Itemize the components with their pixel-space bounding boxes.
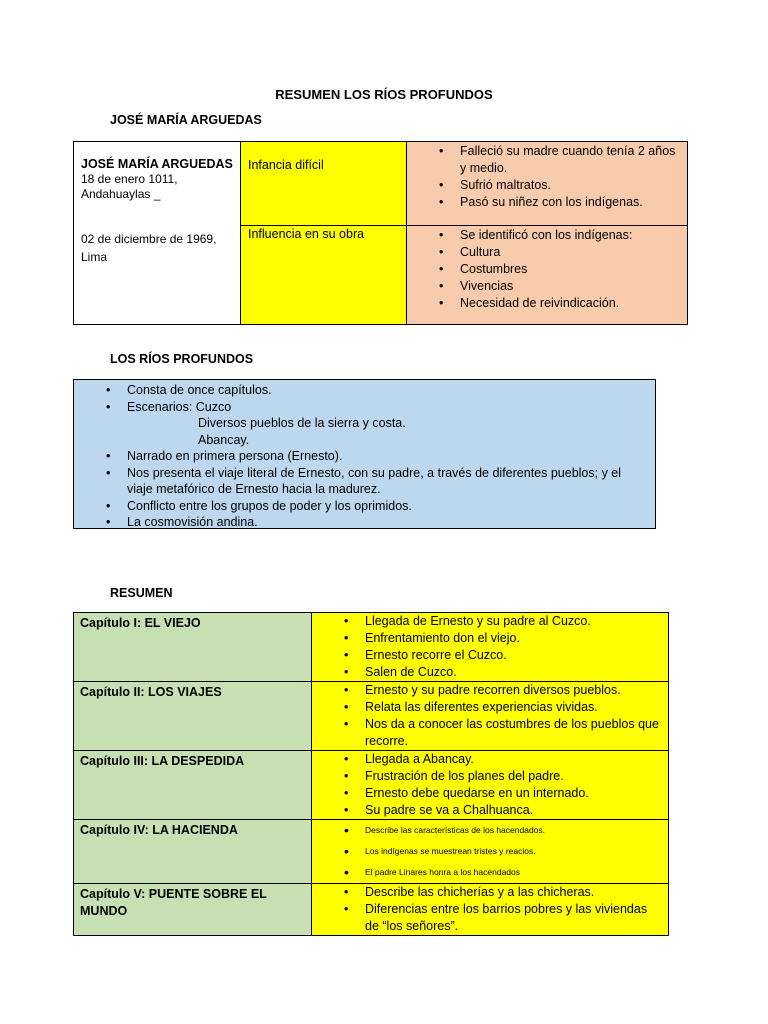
list-item: • La cosmovisión andina. <box>127 514 647 531</box>
chapter-title: Capítulo III: LA DESPEDIDA <box>74 751 312 820</box>
table-row <box>74 820 669 884</box>
novel-heading: LOS RÍOS PROFUNDOS <box>110 352 254 366</box>
death-line-1: 02 de diciembre de 1969, <box>81 232 217 246</box>
list-item: • Enfrentamiento don el viejo. <box>365 630 660 647</box>
document-title: RESUMEN LOS RÍOS PROFUNDOS <box>275 87 493 102</box>
list-item: • Nos presenta el viaje literal de Ernesto, con su padre, a través de diferentes pueblos; y el viaje metafórico de Ernesto hacia la madurez. <box>127 465 647 498</box>
list-item: • Falleció su madre cuando tenía 2 años y medio. <box>460 143 681 177</box>
novel-list <box>74 380 655 531</box>
scenarios-line-1: • Escenarios: Cuzco <box>127 399 232 414</box>
list-item: • Sufrió maltratos. <box>460 177 681 194</box>
list-item: • Ernesto y su padre recorren diversos pueblos. <box>365 682 660 699</box>
list-item: • El padre Linares honra a los hacendados <box>365 862 660 883</box>
list-item: • Ernesto debe quedarse en un internado. <box>365 785 660 802</box>
list-item: • Diferencias entre los barrios pobres y las viviendas de “los señores”. <box>365 901 660 935</box>
list-item: • Conflicto entre los grupos de poder y los oprimidos. <box>127 498 647 515</box>
row-label: Infancia difícil <box>248 158 324 172</box>
list-item: • Describe las chicherías y a las chicheras. <box>365 884 660 901</box>
list-item: • Narrado en primera persona (Ernesto). <box>127 448 647 465</box>
chapter-list <box>365 613 660 681</box>
table-row <box>74 682 669 751</box>
list-item: • Vivencias <box>460 278 681 295</box>
list-item: • Salen de Cuzco. <box>365 664 660 681</box>
author-heading: JOSÉ MARÍA ARGUEDAS <box>110 113 262 127</box>
birth-line-1: 18 de enero 1011, <box>81 172 178 186</box>
row-items-cell <box>407 142 688 226</box>
table-row <box>74 884 669 936</box>
row-label-cell <box>241 226 407 325</box>
row-items-cell <box>407 226 688 325</box>
chapter-items-cell <box>312 751 669 820</box>
chapter-title: Capítulo I: EL VIEJO <box>74 613 312 682</box>
list-item: • Los indígenas se muestrean tristes y reacios. <box>365 841 660 862</box>
author-name: JOSÉ MARÍA ARGUEDAS <box>81 157 233 171</box>
chapter-title: Capítulo V: PUENTE SOBRE EL MUNDO <box>74 884 312 936</box>
scenarios-line-3: Abancay. <box>198 432 250 447</box>
chapter-title: Capítulo IV: LA HACIENDA <box>74 820 312 884</box>
scenarios-line-2: Diversos pueblos de la sierra y costa. <box>198 416 406 430</box>
row-label: Influencia en su obra <box>248 227 365 241</box>
list-item: • Su padre se va a Chalhuanca. <box>365 802 660 819</box>
table-row <box>74 613 669 682</box>
table-row <box>74 751 669 820</box>
list-item: • Se identificó con los indígenas: <box>460 227 681 244</box>
chapter-list <box>365 751 660 819</box>
chapter-list <box>365 682 660 750</box>
death-line-2: Lima <box>81 250 108 264</box>
list-item: • Cultura <box>460 244 681 261</box>
chapter-items-cell <box>312 884 669 936</box>
list-item: • Frustración de los planes del padre. <box>365 768 660 785</box>
list-item <box>127 399 647 449</box>
list-item: • Describe las características de los hacendados. <box>365 820 660 841</box>
chapter-items-cell <box>312 820 669 884</box>
list-item: • Llegada a Abancay. <box>365 751 660 768</box>
list-item: • Relata las diferentes experiencias vividas. <box>365 699 660 716</box>
list-item: • Llegada de Ernesto y su padre al Cuzco. <box>365 613 660 630</box>
birth-line-2: Andahuaylas _ <box>81 187 161 201</box>
influence-list <box>460 227 681 312</box>
list-item: • Costumbres <box>460 261 681 278</box>
chapter-list <box>365 884 660 935</box>
chapter-list <box>365 820 660 883</box>
novel-summary-box <box>73 379 656 529</box>
chapter-title: Capítulo II: LOS VIAJES <box>74 682 312 751</box>
list-item: • Consta de once capítulos. <box>127 382 647 399</box>
list-item: • Nos da a conocer las costumbres de los pueblos que recorre. <box>365 716 660 750</box>
list-item: • Ernesto recorre el Cuzco. <box>365 647 660 664</box>
chapter-items-cell <box>312 682 669 751</box>
author-info-cell <box>74 142 241 325</box>
childhood-list <box>460 143 681 211</box>
summary-heading: RESUMEN <box>110 586 173 600</box>
chapter-items-cell <box>312 613 669 682</box>
list-item: • Necesidad de reivindicación. <box>460 295 681 312</box>
list-item: • Pasó su niñez con los indígenas. <box>460 194 681 211</box>
chapters-table <box>73 612 669 936</box>
author-table <box>73 141 688 325</box>
row-label-cell <box>241 142 407 226</box>
